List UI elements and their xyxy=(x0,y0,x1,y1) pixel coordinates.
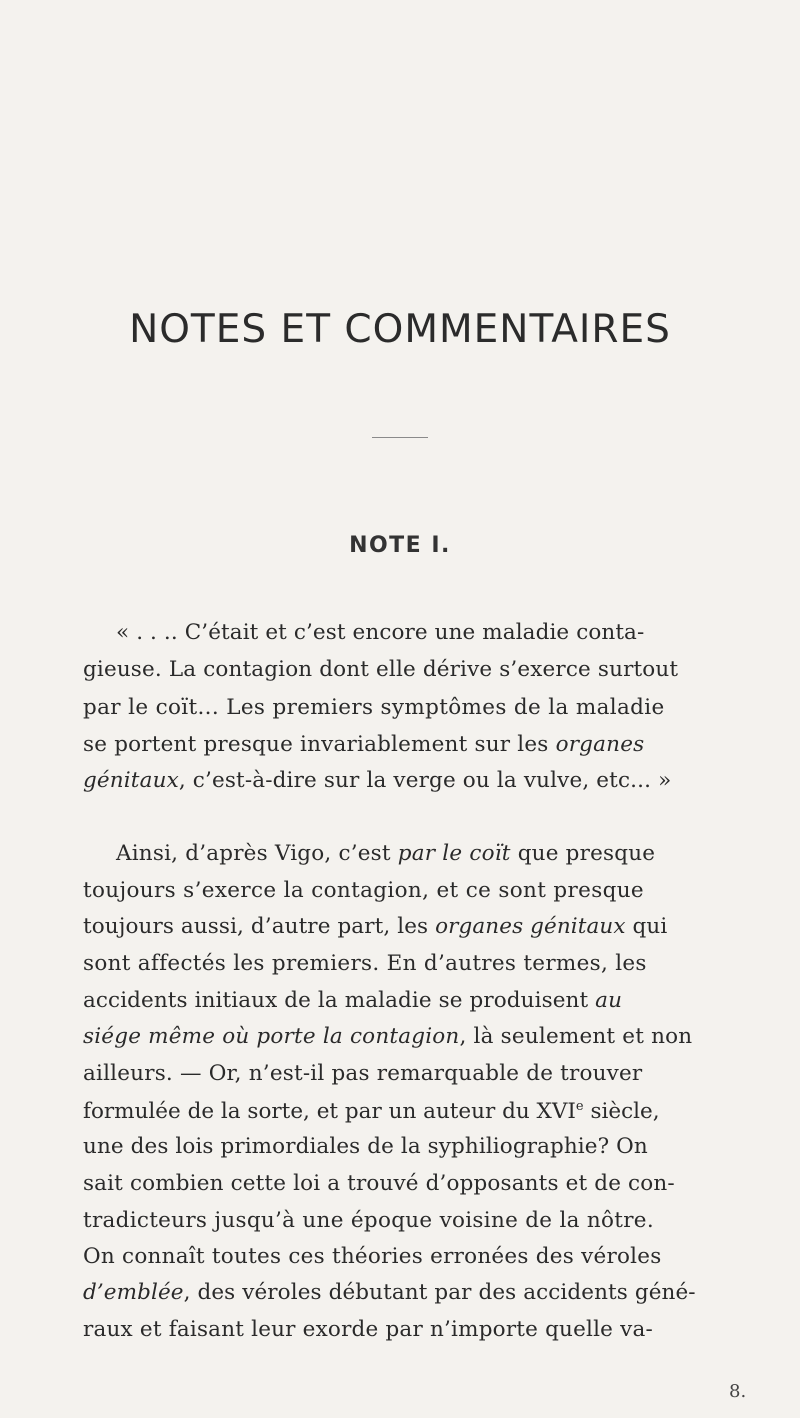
text-span: Ainsi, d’après Vigo, c’est xyxy=(116,841,391,866)
text-line xyxy=(83,1319,653,1341)
text-span: , des véroles débutant par des accidents géné- xyxy=(183,1280,696,1305)
italic-span: d’emblée xyxy=(83,1280,184,1305)
italic-span: organes génitaux xyxy=(435,914,626,939)
title-divider-rule xyxy=(372,437,428,438)
text-line xyxy=(83,990,622,1012)
text-line xyxy=(83,1282,696,1304)
text-line xyxy=(83,1136,648,1158)
page-title: NOTES ET COMMENTAIRES xyxy=(129,307,671,352)
text-span: sait combien cette loi a trouvé d’opposants et de con- xyxy=(83,1171,675,1196)
text-span: accidents initiaux de la maladie se produisent xyxy=(83,988,589,1013)
text-line xyxy=(83,659,685,681)
superscript-span: e xyxy=(575,1099,584,1114)
text-span: raux et faisant leur exorde par n’importe quelle va- xyxy=(83,1317,653,1342)
text-line xyxy=(83,916,667,938)
text-span: par le coït... Les premiers symptômes de la maladie xyxy=(83,695,665,720)
text-line xyxy=(83,1210,654,1232)
text-line xyxy=(83,770,685,792)
text-span: tradicteurs jusqu’à une époque voisine de la nôtre. xyxy=(83,1208,654,1233)
text-line xyxy=(83,697,685,719)
text-span: sont affectés les premiers. En d’autres termes, les xyxy=(83,951,647,976)
text-span: qui xyxy=(632,914,668,939)
italic-span: par le coït xyxy=(397,841,511,866)
italic-span: au xyxy=(595,988,623,1013)
text-span: toujours aussi, d’autre part, les xyxy=(83,914,429,939)
text-span: On connaît toutes ces théories erronées des véroles xyxy=(83,1244,662,1269)
text-line xyxy=(83,1026,692,1048)
italic-span: génitaux xyxy=(83,768,179,793)
italic-span: siége même où porte la contagion xyxy=(83,1024,460,1049)
text-span: que presque xyxy=(517,841,656,866)
text-span: , là seulement et non xyxy=(459,1024,693,1049)
italic-span: organes xyxy=(555,732,645,757)
text-line xyxy=(116,622,685,644)
page-number: 8. xyxy=(729,1381,747,1402)
note-heading: NOTE I. xyxy=(349,533,451,558)
text-line xyxy=(83,1100,660,1123)
text-line xyxy=(116,843,655,865)
text-span: formulée de la sorte, et par un auteur du XVI xyxy=(83,1099,576,1125)
text-span: , c’est-à-dire sur la verge ou la vulve, etc... » xyxy=(178,768,672,793)
text-span: siècle, xyxy=(590,1099,660,1125)
text-line xyxy=(83,734,685,756)
text-span: gieuse. La contagion dont elle dérive s’exerce surtout xyxy=(83,657,679,682)
text-line xyxy=(83,1063,642,1085)
text-line xyxy=(83,1173,675,1195)
text-span: se portent presque invariablement sur les xyxy=(83,732,549,757)
text-line xyxy=(83,880,644,902)
text-span: une des lois primordiales de la syphiliographie? On xyxy=(83,1134,648,1159)
text-span: « . . .. C’était et c’est encore une maladie conta- xyxy=(116,620,645,645)
text-line xyxy=(83,953,647,975)
text-span: ailleurs. — Or, n’est-il pas remarquable de trouver xyxy=(83,1061,643,1086)
text-line xyxy=(83,1246,662,1268)
text-span: toujours s’exerce la contagion, et ce sont presque xyxy=(83,878,644,903)
